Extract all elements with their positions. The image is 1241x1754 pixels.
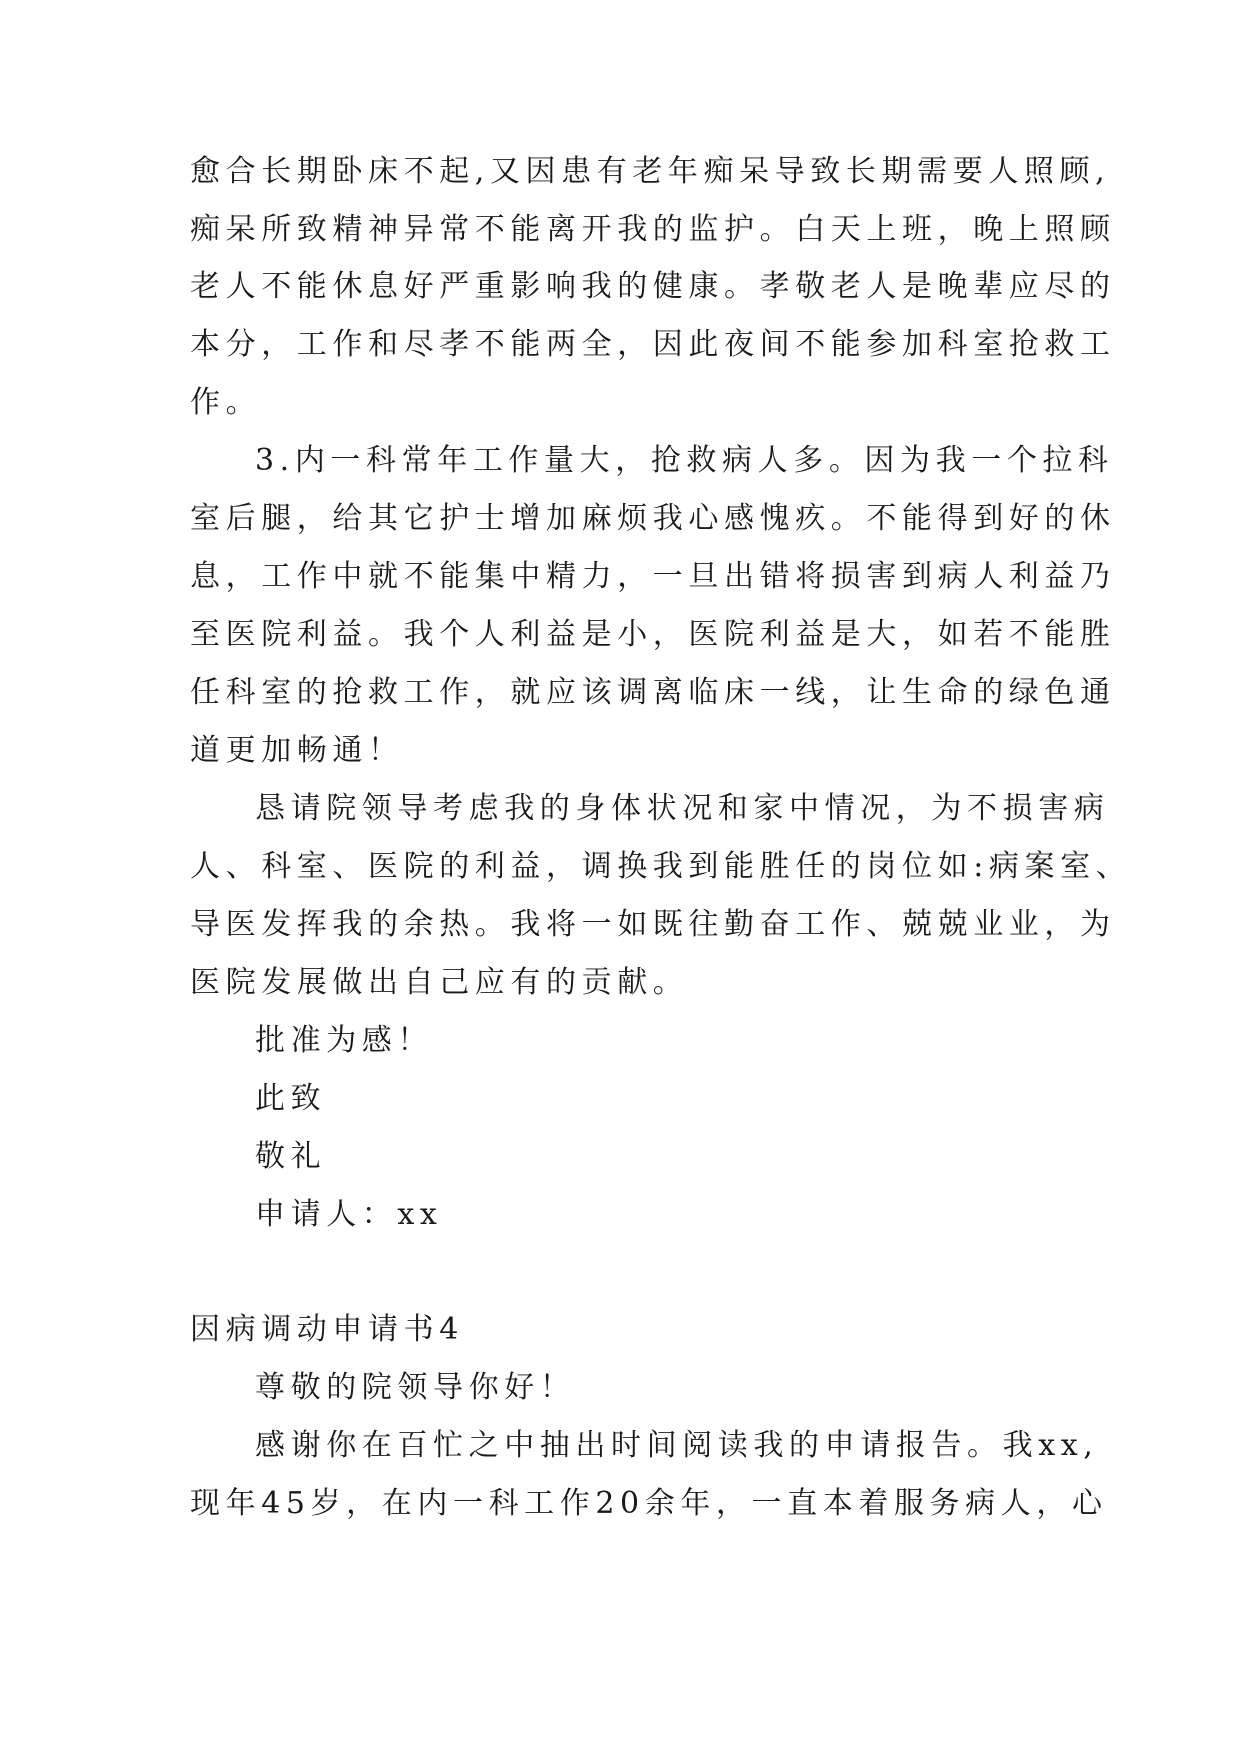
paragraph-line: 痴呆所致精神异常不能离开我的监护。白天上班，晚上照顾 [190, 212, 1116, 247]
paragraph-line: 现年45岁，在内一科工作20余年，一直本着服务病人，心 [190, 1486, 1108, 1521]
paragraph-line: 愈合长期卧床不起,又因患有老年痴呆导致长期需要人照顾, [190, 154, 1111, 189]
paragraph-line: 3.内一科常年工作量大，抢救病人多。因为我一个拉科 [255, 443, 1114, 478]
paragraph-line: 人、科室、医院的利益，调换我到能胜任的岗位如:病案室、 [190, 849, 1132, 884]
paragraph-line: 息，工作中就不能集中精力，一旦出错将损害到病人利益乃 [190, 559, 1116, 594]
paragraph-line: 导医发挥我的余热。我将一如既往勤奋工作、兢兢业业，为 [190, 907, 1116, 942]
paragraph-line: 本分，工作和尽孝不能两全，因此夜间不能参加科室抢救工 [190, 327, 1116, 362]
paragraph-line: 任科室的抢救工作，就应该调离临床一线，让生命的绿色通 [190, 675, 1116, 710]
section-heading: 因病调动申请书4 [190, 1312, 464, 1347]
paragraph-line: 道更加畅通！ [190, 733, 404, 768]
greeting-line: 尊敬的院领导你好！ [255, 1370, 576, 1405]
closing-line: 敬礼 [255, 1139, 327, 1174]
paragraph-line: 恳请院领导考虑我的身体状况和家中情况，为不损害病 [255, 791, 1110, 826]
paragraph-line: 室后腿，给其它护士增加麻烦我心感愧疚。不能得到好的休 [190, 501, 1116, 536]
applicant-line: 申请人：xx [255, 1197, 443, 1232]
paragraph-line: 至医院利益。我个人利益是小，医院利益是大，如若不能胜 [190, 617, 1116, 652]
paragraph-line: 医院发展做出自己应有的贡献。 [190, 965, 689, 1000]
paragraph-line: 作。 [190, 385, 262, 420]
closing-line: 批准为感！ [255, 1023, 433, 1058]
paragraph-line: 感谢你在百忙之中抽出时间阅读我的申请报告。我xx, [255, 1428, 1099, 1463]
closing-line: 此致 [255, 1081, 327, 1116]
paragraph-line: 老人不能休息好严重影响我的健康。孝敬老人是晚辈应尽的 [190, 269, 1116, 304]
